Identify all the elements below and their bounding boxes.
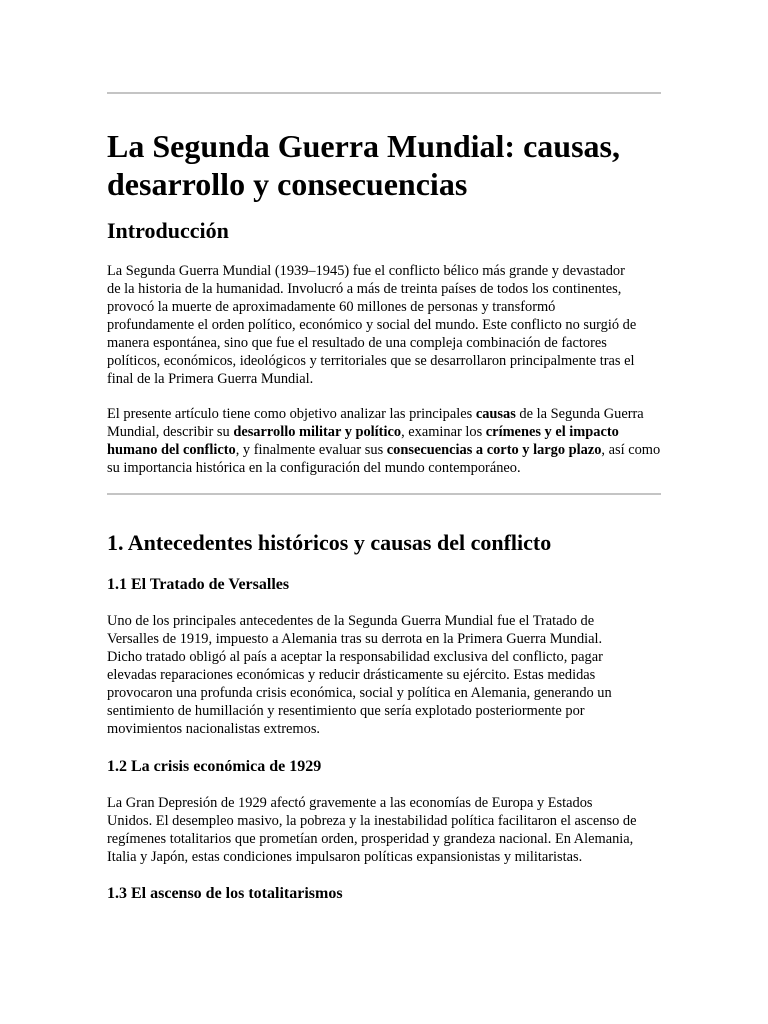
bold-consecuencias: consecuencias a corto y largo plazo bbox=[386, 442, 602, 458]
intro-paragraph-1: La Segunda Guerra Mundial (1939–1945) fue el conflicto bélico más grande y devastador de la historia de la humanidad. Involucró a más de treinta países de todos los continentes, provocó la muerte de aproximadamente 60 millones de personas y transformó profundamente el orden político, económico y social del mundo. Este conflicto no surgió de manera espontánea, sino que fue el resultado de una compleja combinación de factores políticos, económicos, ideológicos y territoriales que se desarrollaron principalmente tras el final de la Primera Guerra Mundial. bbox=[107, 263, 637, 387]
bold-causas: causas bbox=[475, 406, 516, 422]
section-1-2-paragraph: La Gran Depresión de 1929 afectó gravemente a las economías de Europa y Estados Unidos. El desempleo masivo, la pobreza y la inestabilidad política facilitaron el ascenso de regímenes totalitarios que prometían orden, prosperidad y grandeza nacional. En Alemania, Italia y Japón, estas condiciones impulsaron políticas expansionistas y militaristas. bbox=[107, 795, 637, 865]
top-divider bbox=[107, 92, 661, 94]
section-1-1-heading: 1.1 El Tratado de Versalles bbox=[107, 576, 290, 593]
title-line-2: desarrollo y consecuencias bbox=[107, 166, 468, 202]
intro-paragraph-2: El presente artículo tiene como objetivo analizar las principales causas de la Segunda Guerra Mundial, describir su desarrollo militar y político, examinar los crímenes y el impacto humano del conflicto, y finalmente evaluar sus consecuencias a corto y largo plazo, así como su importancia histórica en la configuración del mundo contemporáneo. bbox=[107, 406, 661, 476]
bold-desarrollo: desarrollo militar y político bbox=[233, 424, 402, 440]
section-1-2-heading: 1.2 La crisis económica de 1929 bbox=[107, 758, 322, 775]
section-1-heading: 1. Antecedentes históricos y causas del conflicto bbox=[107, 530, 552, 555]
section-divider bbox=[107, 493, 661, 495]
bold-crimenes: crímenes y el impacto humano del conflicto bbox=[107, 424, 619, 458]
section-1-3-heading: 1.3 El ascenso de los totalitarismos bbox=[107, 885, 343, 902]
title-line-1: La Segunda Guerra Mundial: causas, bbox=[107, 128, 620, 164]
intro-heading: Introducción bbox=[107, 218, 229, 243]
page-title bbox=[107, 127, 667, 203]
section-1-1-paragraph: Uno de los principales antecedentes de la Segunda Guerra Mundial fue el Tratado de Versalles de 1919, impuesto a Alemania tras su derrota en la Primera Guerra Mundial. Dicho tratado obligó al país a aceptar la responsabilidad exclusiva del conflicto, pagar elevadas reparaciones económicas y reducir drásticamente su ejército. Estas medidas provocaron una profunda crisis económica, social y política en Alemania, generando un sentimiento de humillación y resentimiento que sería explotado posteriormente por movimientos nacionalistas extremos. bbox=[107, 613, 612, 737]
